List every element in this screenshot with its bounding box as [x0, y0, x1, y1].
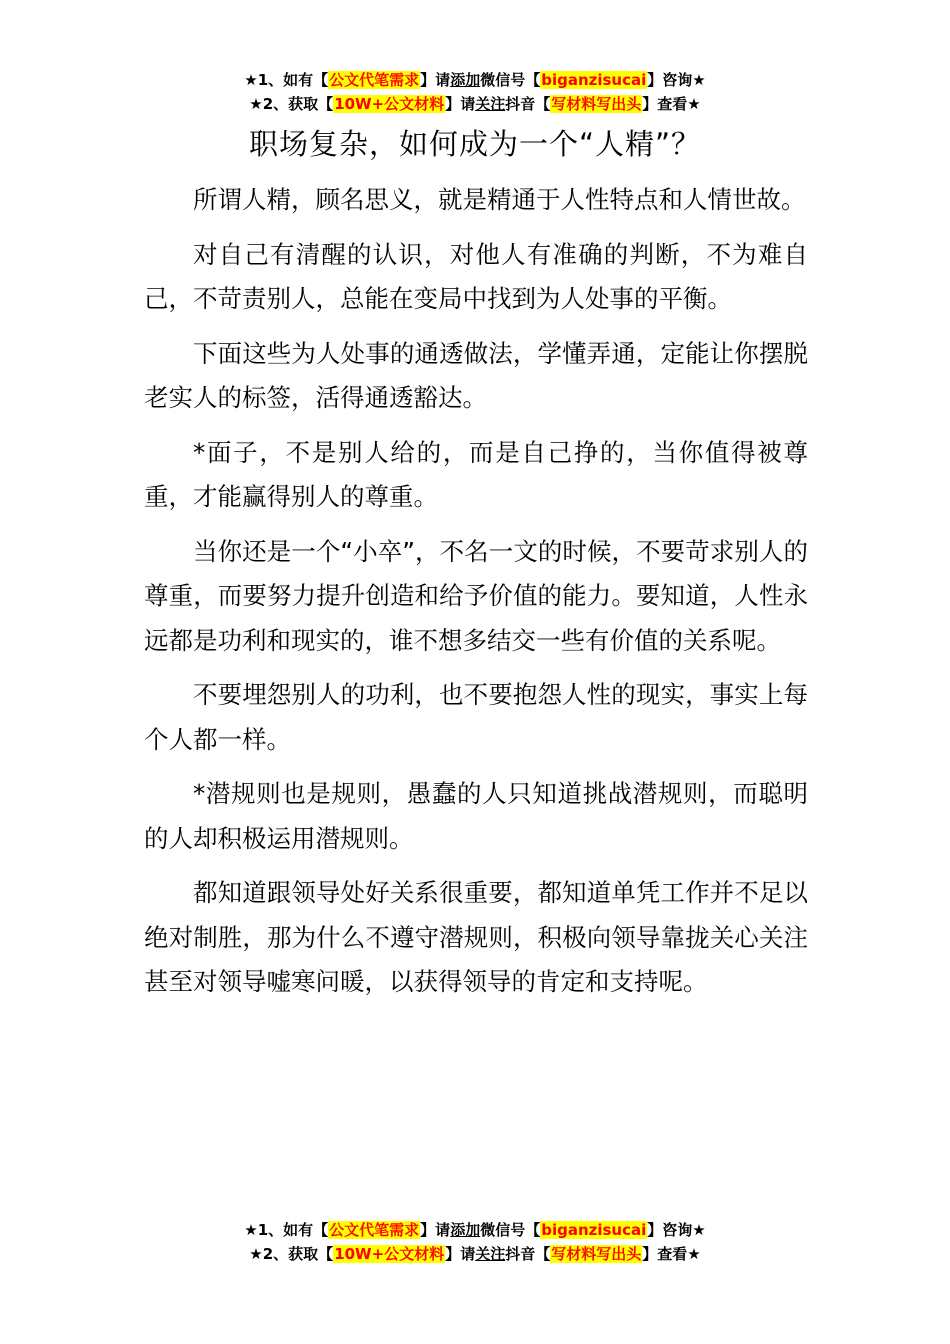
paragraph: *潜规则也是规则，愚蠢的人只知道挑战潜规则，而聪明的人却积极运用潜规则。 — [144, 779, 808, 853]
header-banner — [0, 68, 950, 116]
banner-line-1: ★1、如有【公文代笔需求】请添加微信号【biganzisucai】咨询★ — [244, 71, 706, 89]
highlight-wechat-id: biganzisucai — [541, 1221, 647, 1239]
highlight-wechat-id: biganzisucai — [541, 71, 647, 89]
banner-line-1: ★1、如有【公文代笔需求】请添加微信号【biganzisucai】咨询★ — [244, 1221, 706, 1239]
banner-line-2: ★2、获取【10W+公文材料】请关注抖音【写材料写出头】查看★ — [249, 1245, 701, 1263]
highlight-materials: 10W+公文材料 — [334, 1245, 445, 1263]
document-body — [144, 178, 808, 1015]
highlight-materials: 10W+公文材料 — [334, 95, 445, 113]
paragraph: 都知道跟领导处好关系很重要，都知道单凭工作并不足以绝对制胜，那为什么不遵守潜规则，积极向领导靠拢关心关注甚至对领导嘘寒问暖，以获得领导的肯定和支持呢。 — [144, 878, 808, 996]
highlight-douyin-account: 写材料写出头 — [551, 95, 642, 113]
paragraph: 对自己有清醒的认识，对他人有准确的判断，不为难自己，不苛责别人，总能在变局中找到为人处事的平衡。 — [144, 239, 808, 313]
highlight-douyin-account: 写材料写出头 — [551, 1245, 642, 1263]
highlight-service: 公文代笔需求 — [329, 1221, 420, 1239]
paragraph: *面子，不是别人给的，而是自己挣的，当你值得被尊重，才能赢得别人的尊重。 — [144, 437, 808, 511]
highlight-service: 公文代笔需求 — [329, 71, 420, 89]
document-title: 职场复杂，如何成为一个“人精”？ — [248, 127, 702, 161]
footer-banner — [0, 1218, 950, 1266]
paragraph: 所谓人精，顾名思义，就是精通于人性特点和人情世故。 — [193, 185, 806, 214]
paragraph: 当你还是一个“小卒”，不名一文的时候，不要苛求别人的尊重，而要努力提升创造和给予价值的能力。要知道，人性永远都是功利和现实的，谁不想多结交一些有价值的关系呢。 — [144, 536, 808, 655]
paragraph: 下面这些为人处事的通透做法，学懂弄通，定能让你摆脱老实人的标签，活得通透豁达。 — [144, 338, 808, 412]
banner-line-2: ★2、获取【10W+公文材料】请关注抖音【写材料写出头】查看★ — [249, 95, 701, 113]
paragraph: 不要埋怨别人的功利，也不要抱怨人性的现实，事实上每个人都一样。 — [144, 680, 808, 754]
